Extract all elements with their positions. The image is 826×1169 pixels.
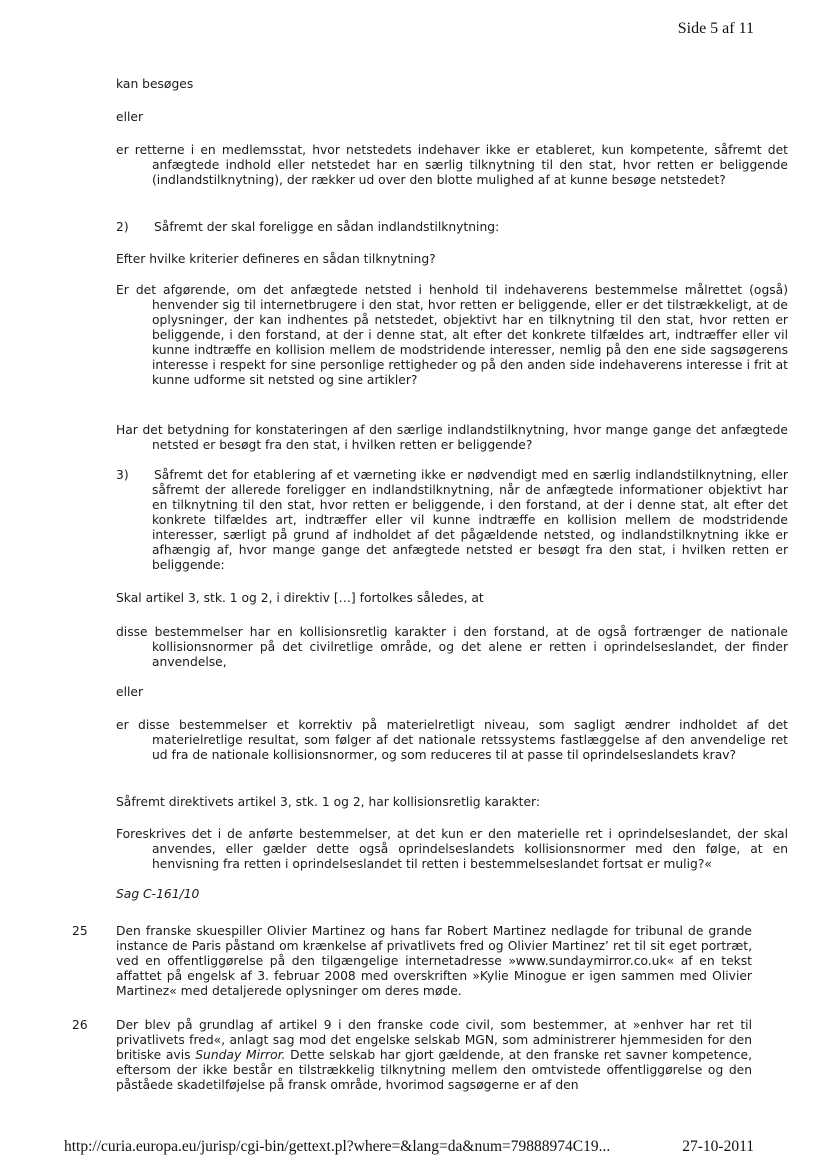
question-text: Såfremt det for etablering af et værneting ikke er nødvendigt med en særlig indlandstilknytning, eller såfremt der allerede foreligger en indlandstilknytning, når de anfægtede informationer objektivt har en tilknytning til den stat, hvor retten er beliggende, i den forstand, at der i denne stat, alt efter det konkrete tilfældes art, indtræffer eller vil kunne indtræffe en kollision mellem de modstridende interesser, særligt på grund af indholdet af det pågældende netsted, og indlandstilknytning ikke er afhængig af, hvor mange gange det anfægtede netsted er besøgt fra den stat, i hvilken retten er beliggende:	[152, 468, 788, 572]
paragraph: kan besøges	[116, 77, 194, 91]
source-url: http://curia.europa.eu/jurisp/cgi-bin/gettext.pl?where=&lang=da&num=79888974C19...	[64, 1138, 611, 1155]
paragraph: disse bestemmelser har en kollisionsretlig karakter i den forstand, at de også fortrænger de nationale kollisionsnormer på det civilretlige område, og det alene er retten i oprindelseslandet, der finder anvendelse,	[116, 625, 788, 669]
question-3	[116, 468, 788, 573]
paragraph: eller	[116, 110, 144, 124]
question-number: 2)	[116, 220, 129, 234]
paragraph-number: 26	[72, 1018, 88, 1032]
question-number: 3)	[116, 468, 129, 482]
paragraph: Skal artikel 3, stk. 1 og 2, i direktiv […] fortolkes således, at	[116, 591, 484, 605]
paragraph: Efter hvilke kriterier defineres en sådan tilknytning?	[116, 252, 436, 266]
paragraph: eller	[116, 685, 144, 699]
paragraph-number: 25	[72, 924, 88, 938]
question-2	[116, 220, 752, 235]
paragraph: Såfremt direktivets artikel 3, stk. 1 og 2, har kollisionsretlig karakter:	[116, 795, 541, 809]
page-footer	[64, 1138, 754, 1156]
paragraph: er retterne i en medlemsstat, hvor netstedets indehaver ikke er etableret, kun kompetente, såfremt det anfægtede indhold eller netstedet har en særlig tilknytning til den stat, hvor retten er beliggende (indlandstilknytning), der rækker ud over den blotte mulighed af at kunne besøge netstedet?	[116, 143, 788, 187]
print-date: 27-10-2011	[682, 1138, 754, 1155]
newspaper-title: Sunday Mirror.	[195, 1048, 286, 1062]
paragraph: Har det betydning for konstateringen af den særlige indlandstilknytning, hvor mange gange det anfægtede netsted er besøgt fra den stat, i hvilken retten er beliggende?	[116, 423, 788, 452]
paragraph: Er det afgørende, om det anfægtede netsted i henhold til indehaverens bestemmelse målrettet (også) henvender sig til internetbrugere i den stat, hvor retten er beliggende, eller er det tilstrækkeligt, at de oplysninger, der kan indhentes på netstedet, objektivt har en tilknytning til den stat, hvor retten er beliggende, i den forstand, at der i denne stat, alt efter det konkrete tilfældes art, indtræffer eller vil kunne indtræffe en kollision mellem de modstridende interesser, nemlig på den ene side sagsøgerens interesse i respekt for sine personlige rettigheder og på den anden side indehaverens interesse i frit at kunne udforme sit netsted og sine artikler?	[116, 283, 788, 387]
paragraph-25: Den franske skuespiller Olivier Martinez og hans far Robert Martinez nedlagde for tribunal de grande instance de Paris påstand om krænkelse af privatlivets fred og Olivier Martinez’ ret til sit eget portræt, ved en offentliggørelse på den tilgængelige internetadresse »www.sundaymirror.co.uk« af en tekst affattet på engelsk af 3. februar 2008 med overskriften »Kylie Minogue er igen sammen med Olivier Martinez« med detaljerede oplysninger om deres møde.	[116, 924, 752, 998]
page-number-header: Side 5 af 11	[677, 20, 754, 37]
paragraph-26: Der blev på grundlag af artikel 9 i den franske code civil, som bestemmer, at »enhver har ret til privatlivets fred«, anlagt sag mod det engelske selskab MGN, som administrerer hjemmesiden for den britiske avis Sunday Mirror. Dette selskab har gjort gældende, at den franske ret savner kompetence, eftersom der ikke består en tilstrækkelig tilknytning mellem den omtvistede offentliggørelse og den påståede skadetilføjelse på fransk område, hvorimod sagsøgerne er af den	[116, 1018, 753, 1092]
paragraph: Foreskrives det i de anførte bestemmelser, at det kun er den materielle ret i oprindelseslandet, der skal anvendes, eller gælder dette også oprindelseslandets kollisionsnormer med den følge, at en henvisning fra retten i oprindelseslandet til retten i bestemmelseslandet fortsat er mulig?«	[116, 827, 788, 871]
paragraph: er disse bestemmelser et korrektiv på materielretligt niveau, som sagligt ændrer indholdet af det materielretlige resultat, som følger af det nationale retssystems fastlæggelse af den anvendelige ret ud fra de nationale kollisionsnormer, og som reduceres til at passe til oprindelseslandets krav?	[116, 718, 788, 762]
case-heading: Sag C-161/10	[116, 887, 200, 901]
question-text: Såfremt der skal foreligge en sådan indlandstilknytning:	[154, 220, 500, 234]
